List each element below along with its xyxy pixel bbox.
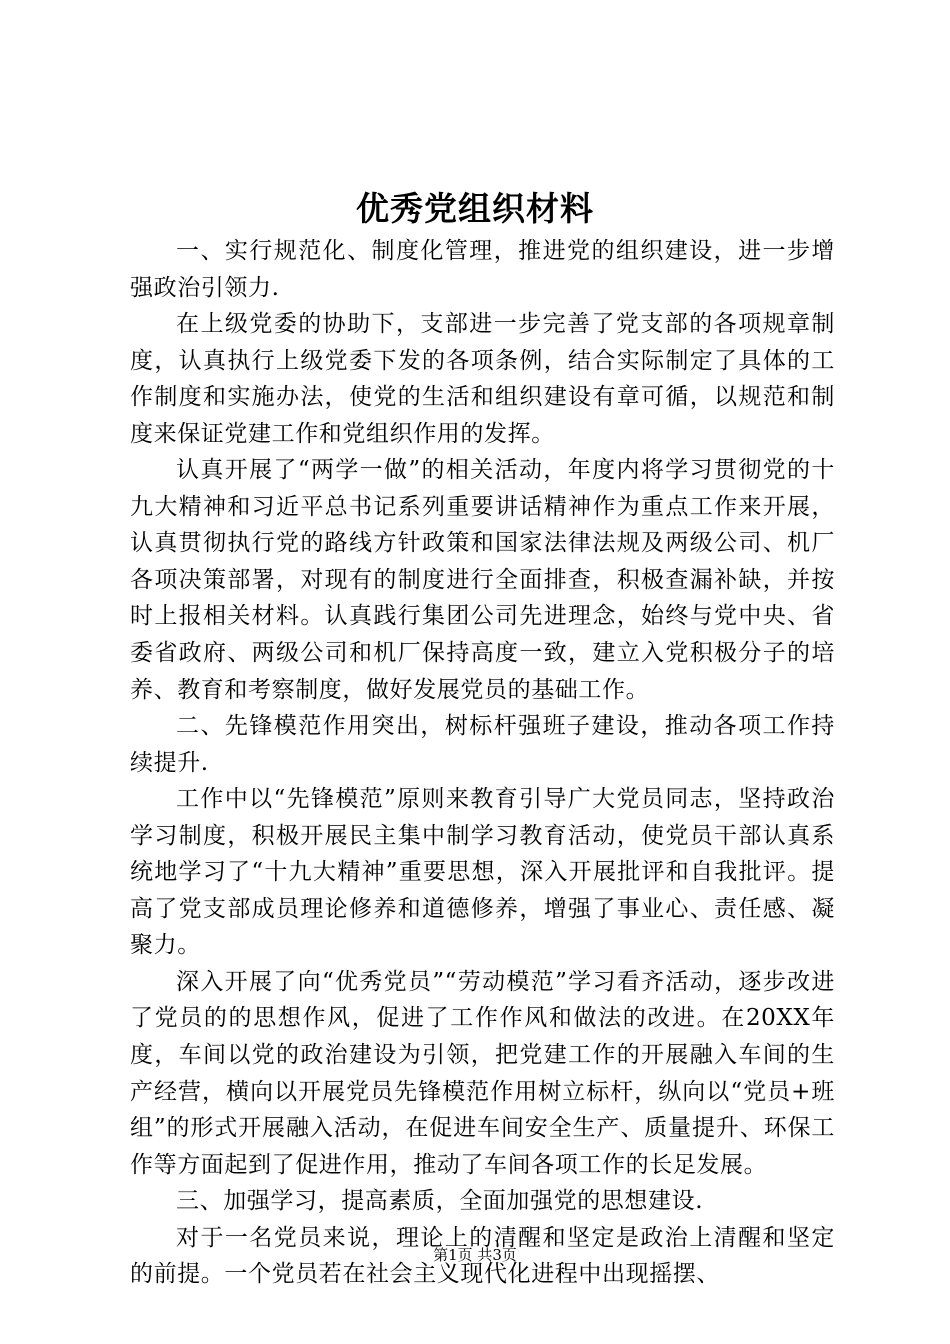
- document-body: [130, 233, 835, 1293]
- paragraph: 认真开展了“两学一做”的相关活动，年度内将学习贯彻党的十九大精神和习近平总书记系列重要讲话精神作为重点工作来开展，认真贯彻执行党的路线方针政策和国家法律法规及两级公司、机厂各项决策部署，对现有的制度进行全面排查，积极查漏补缺，并按时上报相关材料。认真践行集团公司先进理念，始终与党中央、省委省政府、两级公司和机厂保持高度一致，建立入党积极分子的培养、教育和考察制度，做好发展党员的基础工作。: [130, 457, 835, 703]
- page-number-footer: 第1页 共3页: [433, 1246, 517, 1264]
- paragraph-section-3-heading: 三、加强学习，提高素质，全面加强党的思想建设.: [176, 1188, 704, 1215]
- paragraph: 在上级党委的协助下，支部进一步完善了党支部的各项规章制度，认真执行上级党委下发的各项条例，结合实际制定了具体的工作制度和实施办法，使党的生活和组织建设有章可循，以规范和制度来保证党建工作和党组织作用的发挥。: [130, 311, 835, 447]
- paragraph: 对于一名党员来说，理论上的清醒和坚定是政治上清醒和坚定的前提。一个党员若在社会主义现代化进程中出现摇摆、: [130, 1224, 835, 1288]
- paragraph-section-2-heading: 二、先锋模范作用突出，树标杆强班子建设，推动各项工作持续提升.: [130, 713, 835, 776]
- paragraph: 深入开展了向“优秀党员”“劳动模范”学习看齐活动，逐步改进了党员的的思想作风，促进了工作作风和做法的改进。在20XX年度，车间以党的政治建设为引领，把党建工作的开展融入车间的生产经营，横向以开展党员先锋模范作用树立标杆，纵向以“党员+班组”的形式开展融入活动，在促进车间安全生产、质量提升、环保工作等方面起到了促进作用，推动了车间各项工作的长足发展。: [130, 968, 835, 1178]
- document-title: 优秀党组织材料: [356, 189, 594, 228]
- paragraph: 工作中以“先锋模范”原则来教育引导广大党员同志，坚持政治学习制度，积极开展民主集中制学习教育活动，使党员干部认真系统地学习了“十九大精神”重要思想，深入开展批评和自我批评。提高了党支部成员理论修养和道德修养，增强了事业心、责任感、凝聚力。: [130, 786, 835, 959]
- paragraph-section-1-heading: 一、实行规范化、制度化管理，推进党的组织建设，进一步增强政治引领力.: [130, 238, 835, 301]
